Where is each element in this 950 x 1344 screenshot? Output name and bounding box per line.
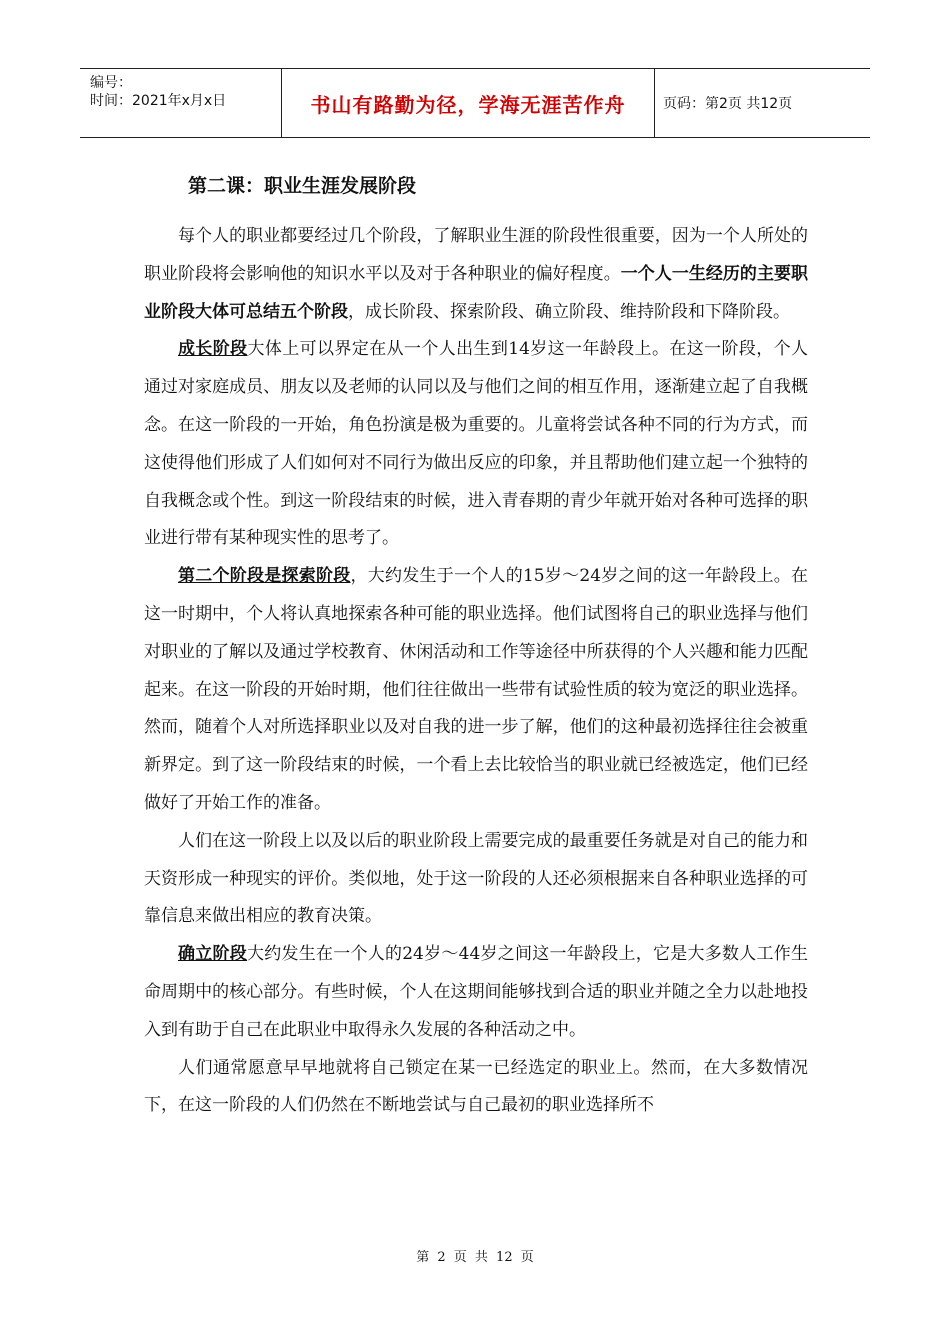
- date-label: 时间：2021年x月x日: [90, 93, 227, 109]
- page-footer: 第 2 页 共 12 页: [416, 1250, 534, 1265]
- paragraph: [144, 218, 808, 331]
- text-run: 大约发生在一个人的24岁～44岁之间这一年龄段上，它是大多数人工作生命周期中的核心部分。有些时候，个人在这期间能够找到合适的职业并随之全力以赴地投入到有助于自己在此职业中取得永久发展的各种活动之中。: [144, 944, 808, 1040]
- header-motto-cell: [282, 69, 655, 137]
- stage-heading: 第二个阶段是探索阶段: [178, 566, 351, 587]
- text-run: 每个人的职业都要经过几个阶段，了解职业生涯的阶段性很重要，因为一个人所处的职业阶段将会影响他的知识水平以及对于各种职业的偏好程度。: [144, 226, 808, 284]
- page-label: 页码：第2页 共12页: [663, 96, 793, 112]
- paragraph: 人们通常愿意早早地就将自己锁定在某一已经选定的职业上。然而，在大多数情况下，在这一阶段的人们仍然在不断地尝试与自己最初的职业选择所不: [144, 1057, 808, 1116]
- body-text: [144, 218, 808, 1125]
- header-page-cell: [655, 69, 870, 137]
- stage-heading: 确立阶段: [178, 944, 247, 965]
- paragraph: [144, 936, 808, 1049]
- bold-text: 一个人一生经历的主要职业阶段大体可总结五个阶段: [144, 263, 809, 322]
- text-run: 大体上可以界定在从一个人出生到14岁这一年龄段上。在这一阶段，个人通过对家庭成员、朋友以及老师的认同以及与他们之间的相互作用，逐渐建立起了自我概念。在这一阶段的一开始，角色扮演是极为重要的。儿童将尝试各种不同的行为方式，而这使得他们形成了人们如何对不同行为做出反应的印象，并且帮助他们建立起一个独特的自我概念或个性。到这一阶段结束的时候，进入青春期的青少年就开始对各种可选择的职业进行带有某种现实性的思考了。: [144, 339, 808, 549]
- paragraph: [144, 558, 808, 823]
- header-meta: [80, 69, 282, 137]
- text-run: ，成长阶段、探索阶段、确立阶段、维持阶段和下降阶段。: [348, 301, 790, 322]
- page-header: [80, 68, 870, 138]
- motto: 书山有路勤为径，学海无涯苦作舟: [310, 92, 626, 117]
- paragraph: 人们在这一阶段上以及以后的职业阶段上需要完成的最重要任务就是对自己的能力和天资形成一种现实的评价。类似地，处于这一阶段的人还必须根据来自各种职业选择的可靠信息来做出相应的教育决策。: [144, 830, 808, 927]
- paragraph: [144, 331, 808, 558]
- lesson-title: 第二课：职业生涯发展阶段: [188, 175, 417, 197]
- text-run: ，大约发生于一个人的15岁～24岁之间的这一年龄段上。在这一时期中，个人将认真地探索各种可能的职业选择。他们试图将自己的职业选择与他们对职业的了解以及通过学校教育、休闲活动和工作等途径中所获得的个人兴趣和能力匹配起来。在这一阶段的开始时期，他们往往做出一些带有试验性质的较为宽泛的职业选择。然而，随着个人对所选择职业以及对自我的进一步了解，他们的这种最初选择往往会被重新界定。到了这一阶段结束的时候，一个看上去比较恰当的职业就已经被选定，他们已经做好了开始工作的准备。: [144, 566, 809, 813]
- number-label: 编号：: [90, 75, 132, 91]
- stage-heading: 成长阶段: [178, 339, 248, 360]
